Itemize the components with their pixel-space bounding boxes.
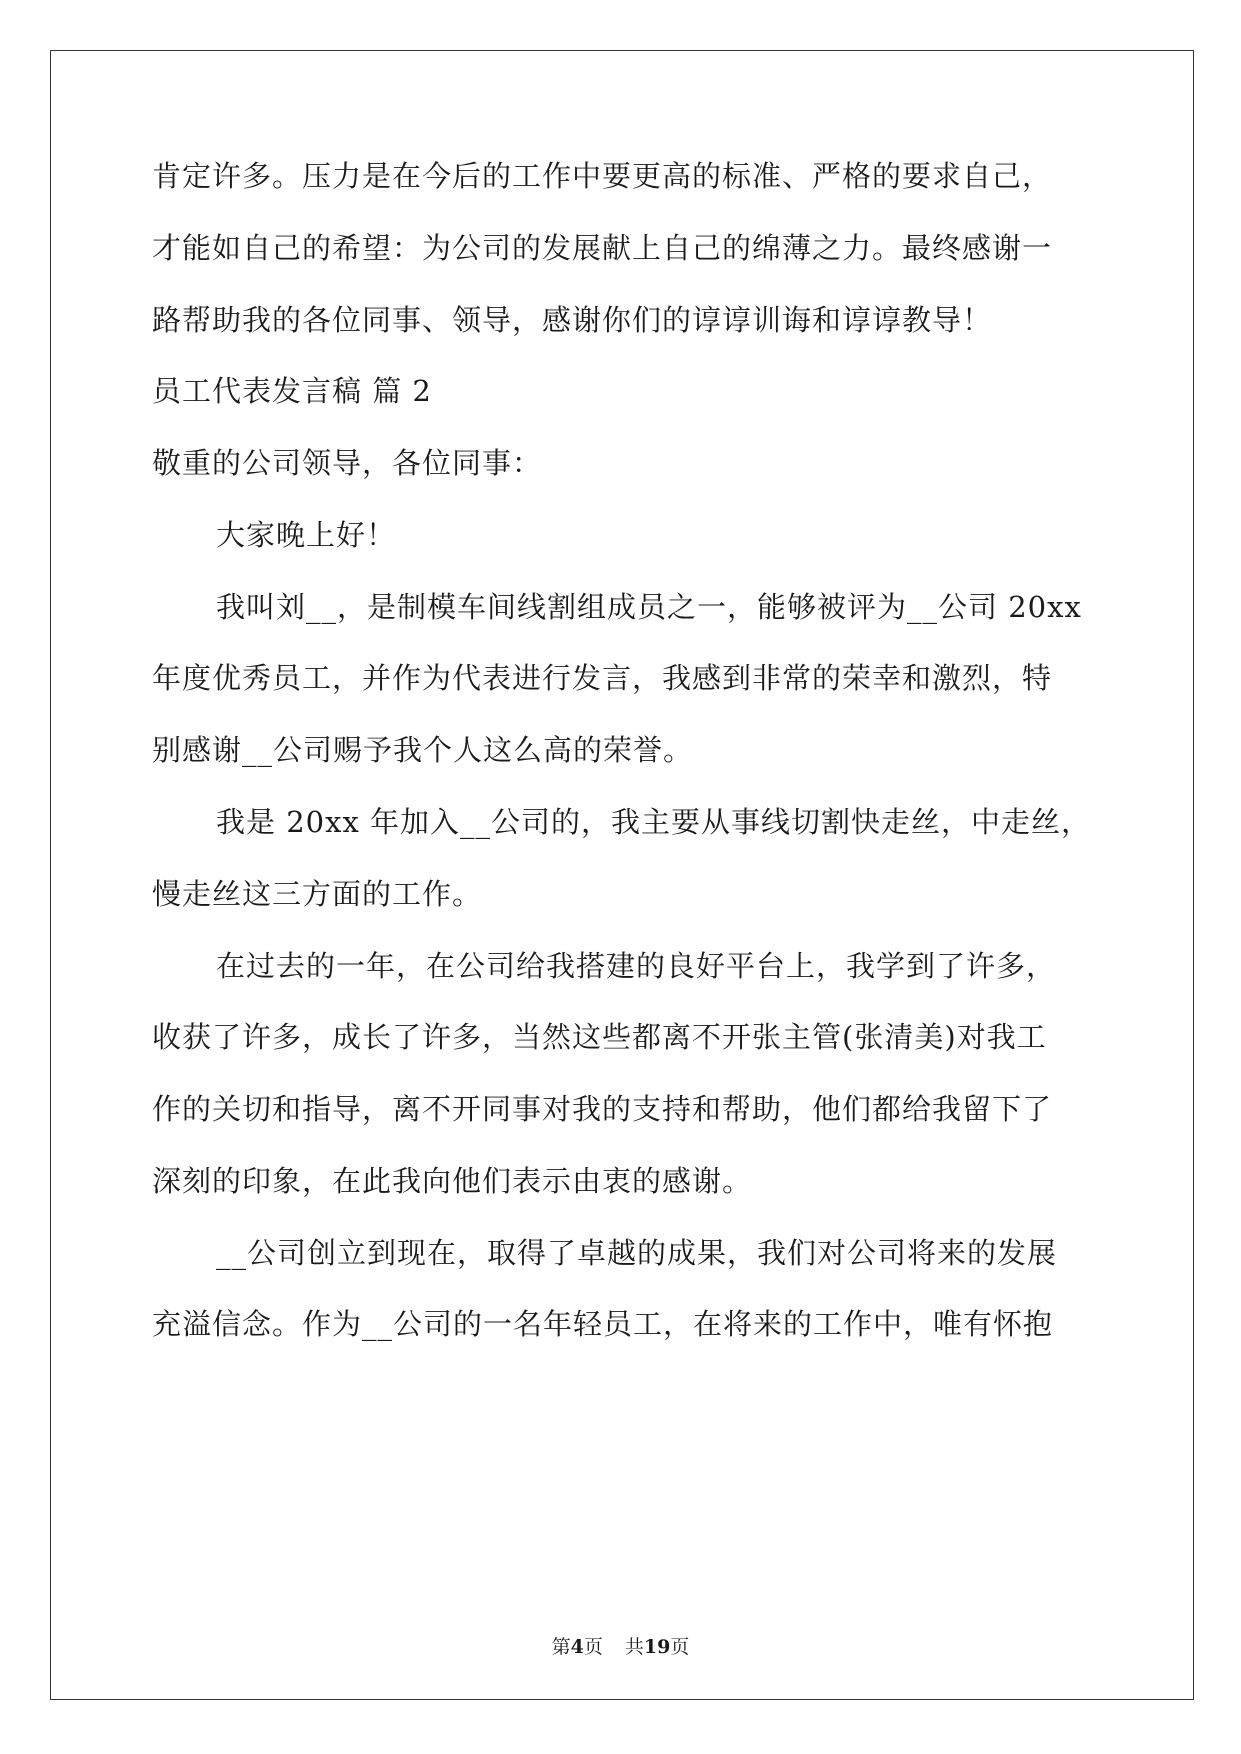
text-line: 在过去的一年，在公司给我搭建的良好平台上，我学到了许多，: [216, 949, 1057, 983]
greeting: 大家晚上好！: [216, 518, 397, 552]
section-heading: 员工代表发言稿 篇 2: [152, 374, 432, 408]
total-prefix: 共: [624, 1636, 644, 1658]
text-line: 才能如自己的希望：为公司的发展献上自己的绵薄之力。最终感谢一: [152, 231, 1053, 265]
page-border: [50, 50, 1194, 1700]
page-footer: [0, 1635, 1241, 1659]
text-line: 作的关切和指导，离不开同事对我的支持和帮助，他们都给我留下了: [152, 1092, 1053, 1126]
total-pages: 19: [643, 1636, 671, 1658]
text-line: 我是 20xx 年加入__公司的，我主要从事线切割快走丝，中走丝，: [216, 805, 1092, 839]
text-line: 深刻的印象，在此我向他们表示由衷的感谢。: [152, 1164, 753, 1198]
text-line: 充溢信念。作为__公司的一名年轻员工，在将来的工作中，唯有怀抱: [152, 1307, 1054, 1341]
text-line: 我叫刘__，是制模车间线割组成员之一，能够被评为__公司 20xx: [216, 590, 1082, 624]
salutation: 敬重的公司领导，各位同事：: [152, 446, 543, 480]
text-line: 路帮助我的各位同事、领导，感谢你们的谆谆训诲和谆谆教导！: [152, 303, 993, 337]
total-suffix: 页: [670, 1636, 690, 1658]
text-line: __公司创立到现在，取得了卓越的成果，我们对公司将来的发展: [216, 1236, 1058, 1270]
text-line: 收获了许多，成长了许多，当然这些都离不开张主管(张清美)对我工: [152, 1020, 1047, 1054]
text-line: 别感谢__公司赐予我个人这么高的荣誉。: [152, 733, 694, 767]
text-line: 年度优秀员工，并作为代表进行发言，我感到非常的荣幸和激烈，特: [152, 661, 1053, 695]
text-line: 肯定许多。压力是在今后的工作中要更高的标准、严格的要求自己，: [152, 159, 1053, 193]
text-line: 慢走丝这三方面的工作。: [152, 877, 483, 911]
page-suffix: 页: [583, 1636, 603, 1658]
page-prefix: 第: [551, 1636, 571, 1658]
page-number: 4: [570, 1636, 584, 1658]
